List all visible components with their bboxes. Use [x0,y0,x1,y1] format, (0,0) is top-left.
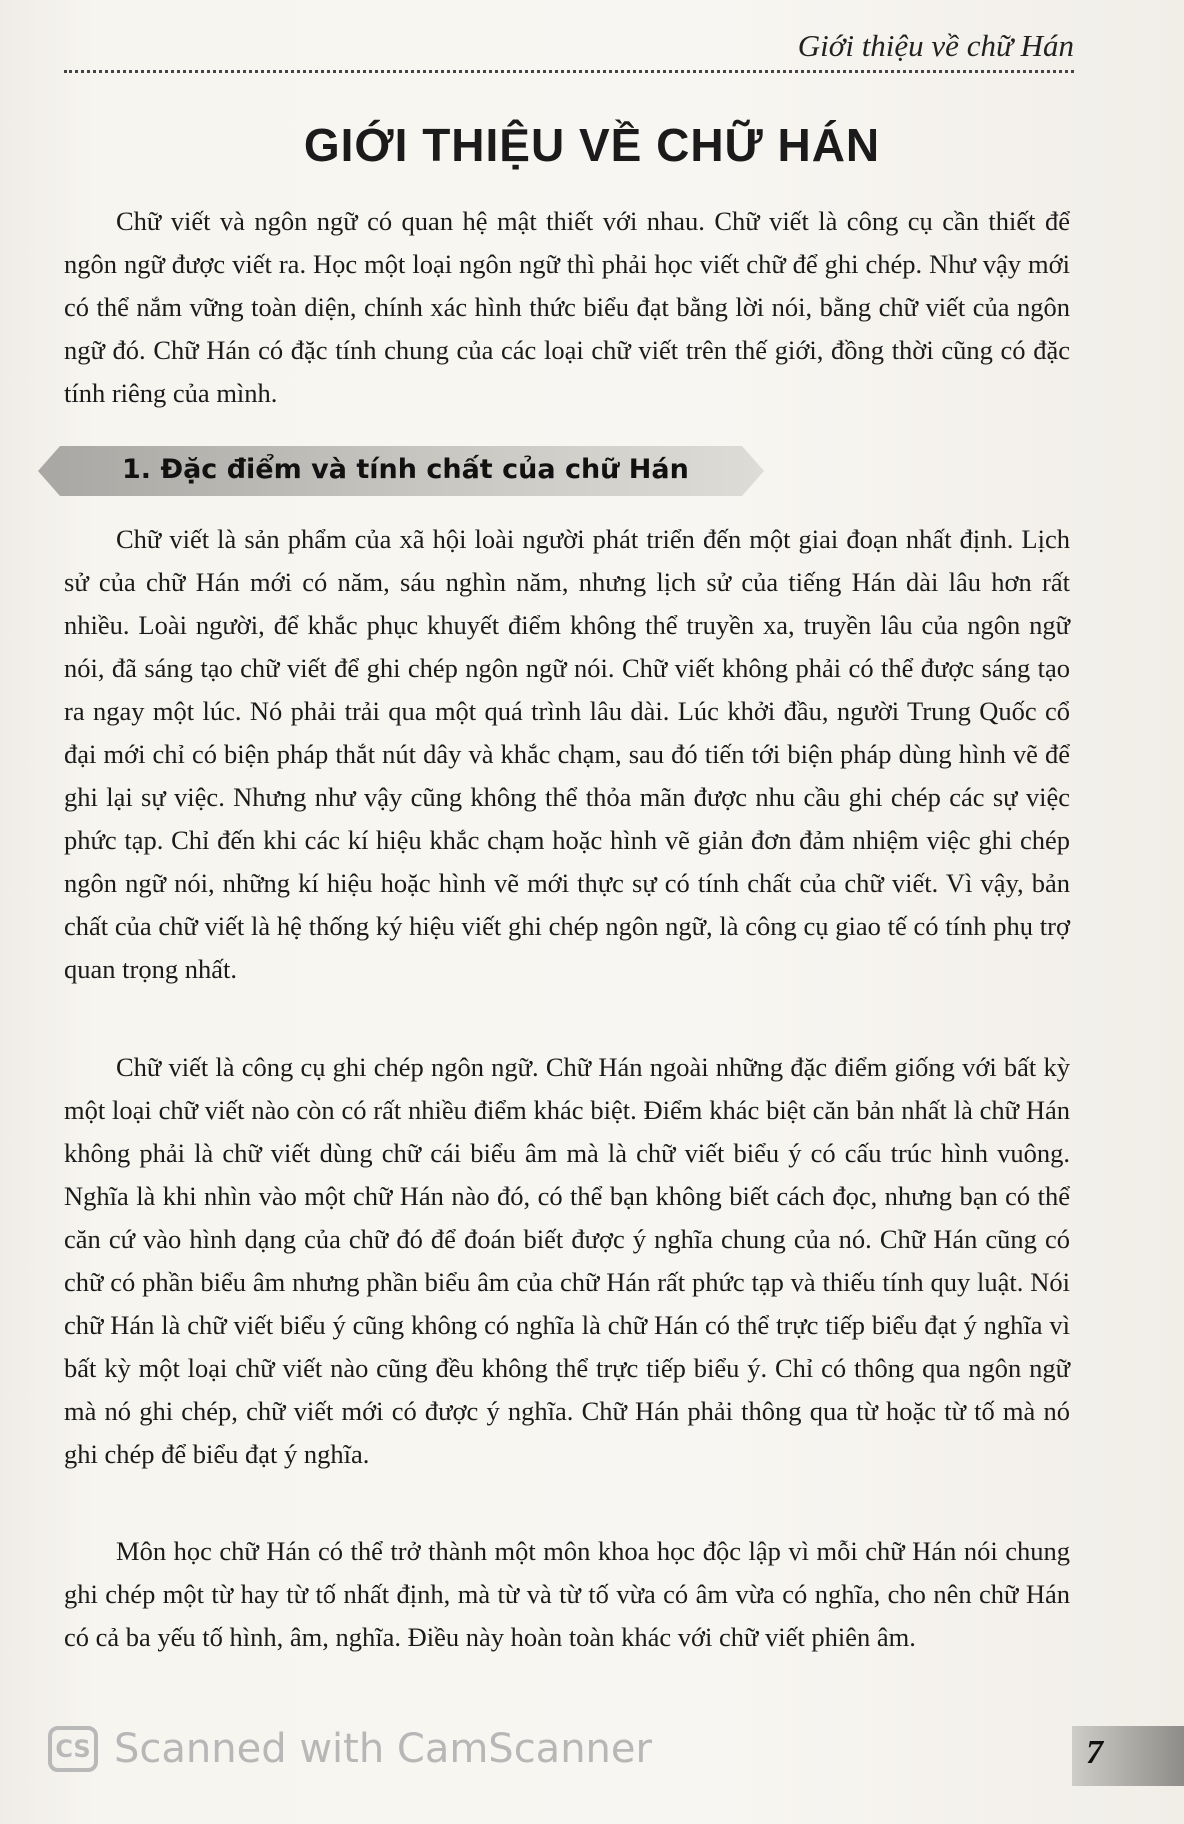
camscanner-watermark [48,1726,652,1772]
header-dotted-rule [64,70,1074,73]
intro-paragraph: Chữ viết và ngôn ngữ có quan hệ mật thiết với nhau. Chữ viết là công cụ cần thiết để ngôn ngữ được viết ra. Học một loại ngôn ngữ thì phải học viết chữ để ghi chép. Như vậy mới có thể nắm vững toàn diện, chính xác hình thức biểu đạt bằng lời nói, bằng chữ viết của ngôn ngữ đó. Chữ Hán có đặc tính chung của các loại chữ viết trên thế giới, đồng thời cũng có đặc tính riêng của mình. [64,206,1070,408]
page-title: GIỚI THIỆU VỀ CHỮ HÁN [303,119,881,171]
body-paragraph: Môn học chữ Hán có thể trở thành một môn khoa học độc lập vì mỗi chữ Hán nói chung ghi chép một từ hay từ tố nhất định, mà từ và từ tố vừa có âm vừa có nghĩa, cho nên chữ Hán có cả ba yếu tố hình, âm, nghĩa. Điều này hoàn toàn khác với chữ viết phiên âm. [64,1536,1070,1652]
page-number: 7 [1086,1734,1103,1771]
body-paragraph: Chữ viết là sản phẩm của xã hội loài người phát triển đến một giai đoạn nhất định. Lịch sử của chữ Hán mới có năm, sáu nghìn năm, nhưng lịch sử của tiếng Hán dài lâu hơn rất nhiều. Loài người, để khắc phục khuyết điểm không thể truyền xa, truyền lâu của ngôn ngữ nói, đã sáng tạo chữ viết để ghi chép ngôn ngữ nói. Chữ viết không phải có thể được sáng tạo ra ngay một lúc. Nó phải trải qua một quá trình lâu dài. Lúc khởi đầu, người Trung Quốc cổ đại mới chỉ có biện pháp thắt nút dây và khắc chạm, sau đó tiến tới biện pháp dùng hình vẽ để ghi lại sự việc. Nhưng như vậy cũng không thể thỏa mãn được nhu cầu ghi chép các sự việc phức tạp. Chỉ đến khi các kí hiệu khắc chạm hoặc hình vẽ giản đơn đảm nhiệm việc ghi chép ngôn ngữ nói, những kí hiệu hoặc hình vẽ mới thực sự có tính chất của chữ viết. Vì vậy, bản chất của chữ viết là hệ thống ký hiệu viết ghi chép ngôn ngữ, là công cụ giao tế có tính phụ trợ quan trọng nhất. [64,524,1070,984]
page-number-tab [1072,1726,1184,1786]
watermark-text: Scanned with CamScanner [114,1726,652,1772]
section-banner [38,444,764,498]
camscanner-logo-icon: CS [48,1726,98,1772]
section-heading: 1. Đặc điểm và tính chất của chữ Hán [122,454,689,485]
running-header: Giới thiệu về chữ Hán [797,28,1074,63]
body-paragraph: Chữ viết là công cụ ghi chép ngôn ngữ. Chữ Hán ngoài những đặc điểm giống với bất kỳ một loại chữ viết nào còn có rất nhiều điểm khác biệt. Điểm khác biệt căn bản nhất là chữ Hán không phải là chữ viết dùng chữ cái biểu âm mà là chữ viết biểu ý có cấu trúc hình vuông. Nghĩa là khi nhìn vào một chữ Hán nào đó, có thể bạn không biết cách đọc, nhưng bạn có thể căn cứ vào hình dạng của chữ đó để đoán biết được ý nghĩa chung của nó. Chữ Hán cũng có chữ có phần biểu âm nhưng phần biểu âm của chữ Hán rất phức tạp và thiếu tính quy luật. Nói chữ Hán là chữ viết biểu ý cũng không có nghĩa là chữ Hán có thể trực tiếp biểu đạt ý nghĩa vì bất kỳ một loại chữ viết nào cũng đều không thể trực tiếp biểu ý. Chỉ có thông qua ngôn ngữ mà nó ghi chép, chữ viết mới có được ý nghĩa. Chữ Hán phải thông qua từ hoặc từ tố mà nó ghi chép để biểu đạt ý nghĩa. [64,1052,1070,1469]
